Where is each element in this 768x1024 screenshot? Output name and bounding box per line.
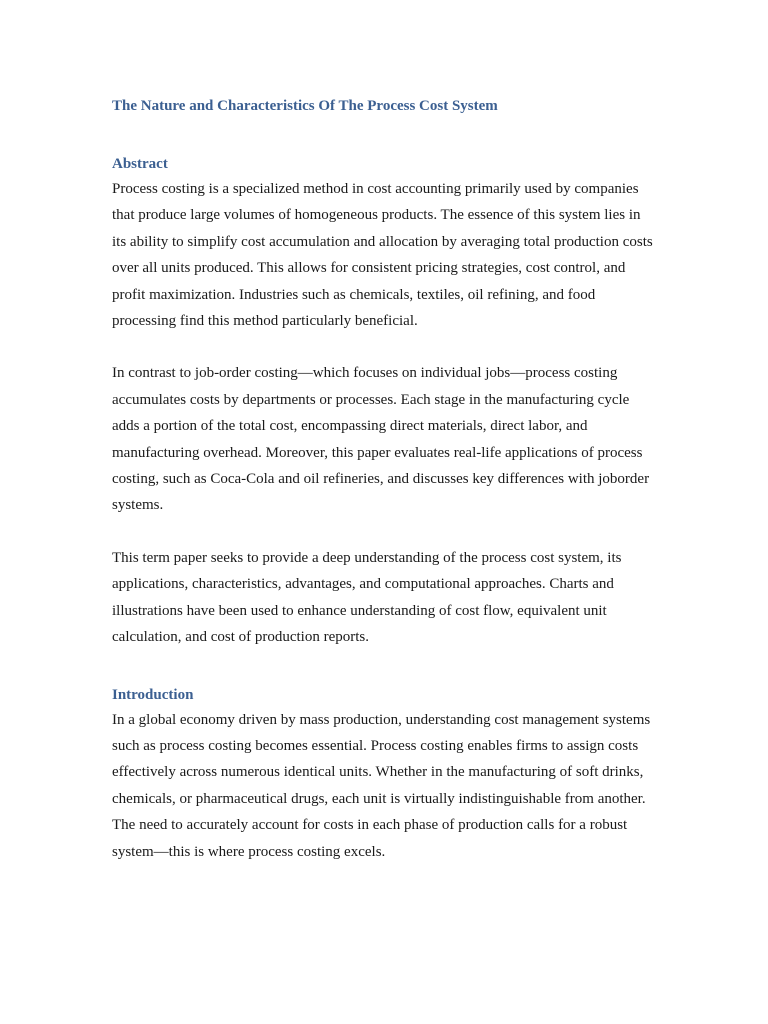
abstract-paragraph-2: In contrast to job-order costing—which focuses on individual jobs—process costing accumulates costs by departments or processes. Each stage in the manufacturing cycle adds a portion of the total cost, encompassing direct materials, direct labor, and manufacturing overhead. Moreover, this paper evaluates real-life applications of process costing, such as Coca-Cola and oil refineries, and discusses key differences with joborder systems.: [112, 365, 650, 514]
abstract-paragraph-3: This term paper seeks to provide a deep understanding of the process cost system, its applications, characteristics, advantages, and computational approaches. Charts and illustrations have been used to enhance understanding of cost flow, equivalent unit calculation, and cost of production reports.: [112, 549, 622, 646]
document-page: [112, 96, 658, 865]
document-title: The Nature and Characteristics Of The Process Cost System: [112, 98, 498, 114]
introduction-paragraph-1: In a global economy driven by mass production, understanding cost management systems such as process costing becomes essential. Process costing enables firms to assign costs effectively across numerous identical units. Whether in the manufacturing of soft drinks, chemicals, or pharmaceutical drugs, each unit is virtually indistinguishable from another. The need to accurately account for costs in each phase of production calls for a robust system—this is where process costing excels.: [112, 711, 651, 860]
abstract-paragraph-1: Process costing is a specialized method in cost accounting primarily used by companies that produce large volumes of homogeneous products. The essence of this system lies in its ability to simplify cost accumulation and allocation by averaging total production costs over all units produced. This allows for consistent pricing strategies, cost control, and profit maximization. Industries such as chemicals, textiles, oil refining, and food processing find this method particularly beneficial.: [112, 181, 653, 330]
abstract-heading: Abstract: [112, 156, 168, 172]
introduction-heading: Introduction: [112, 686, 194, 703]
